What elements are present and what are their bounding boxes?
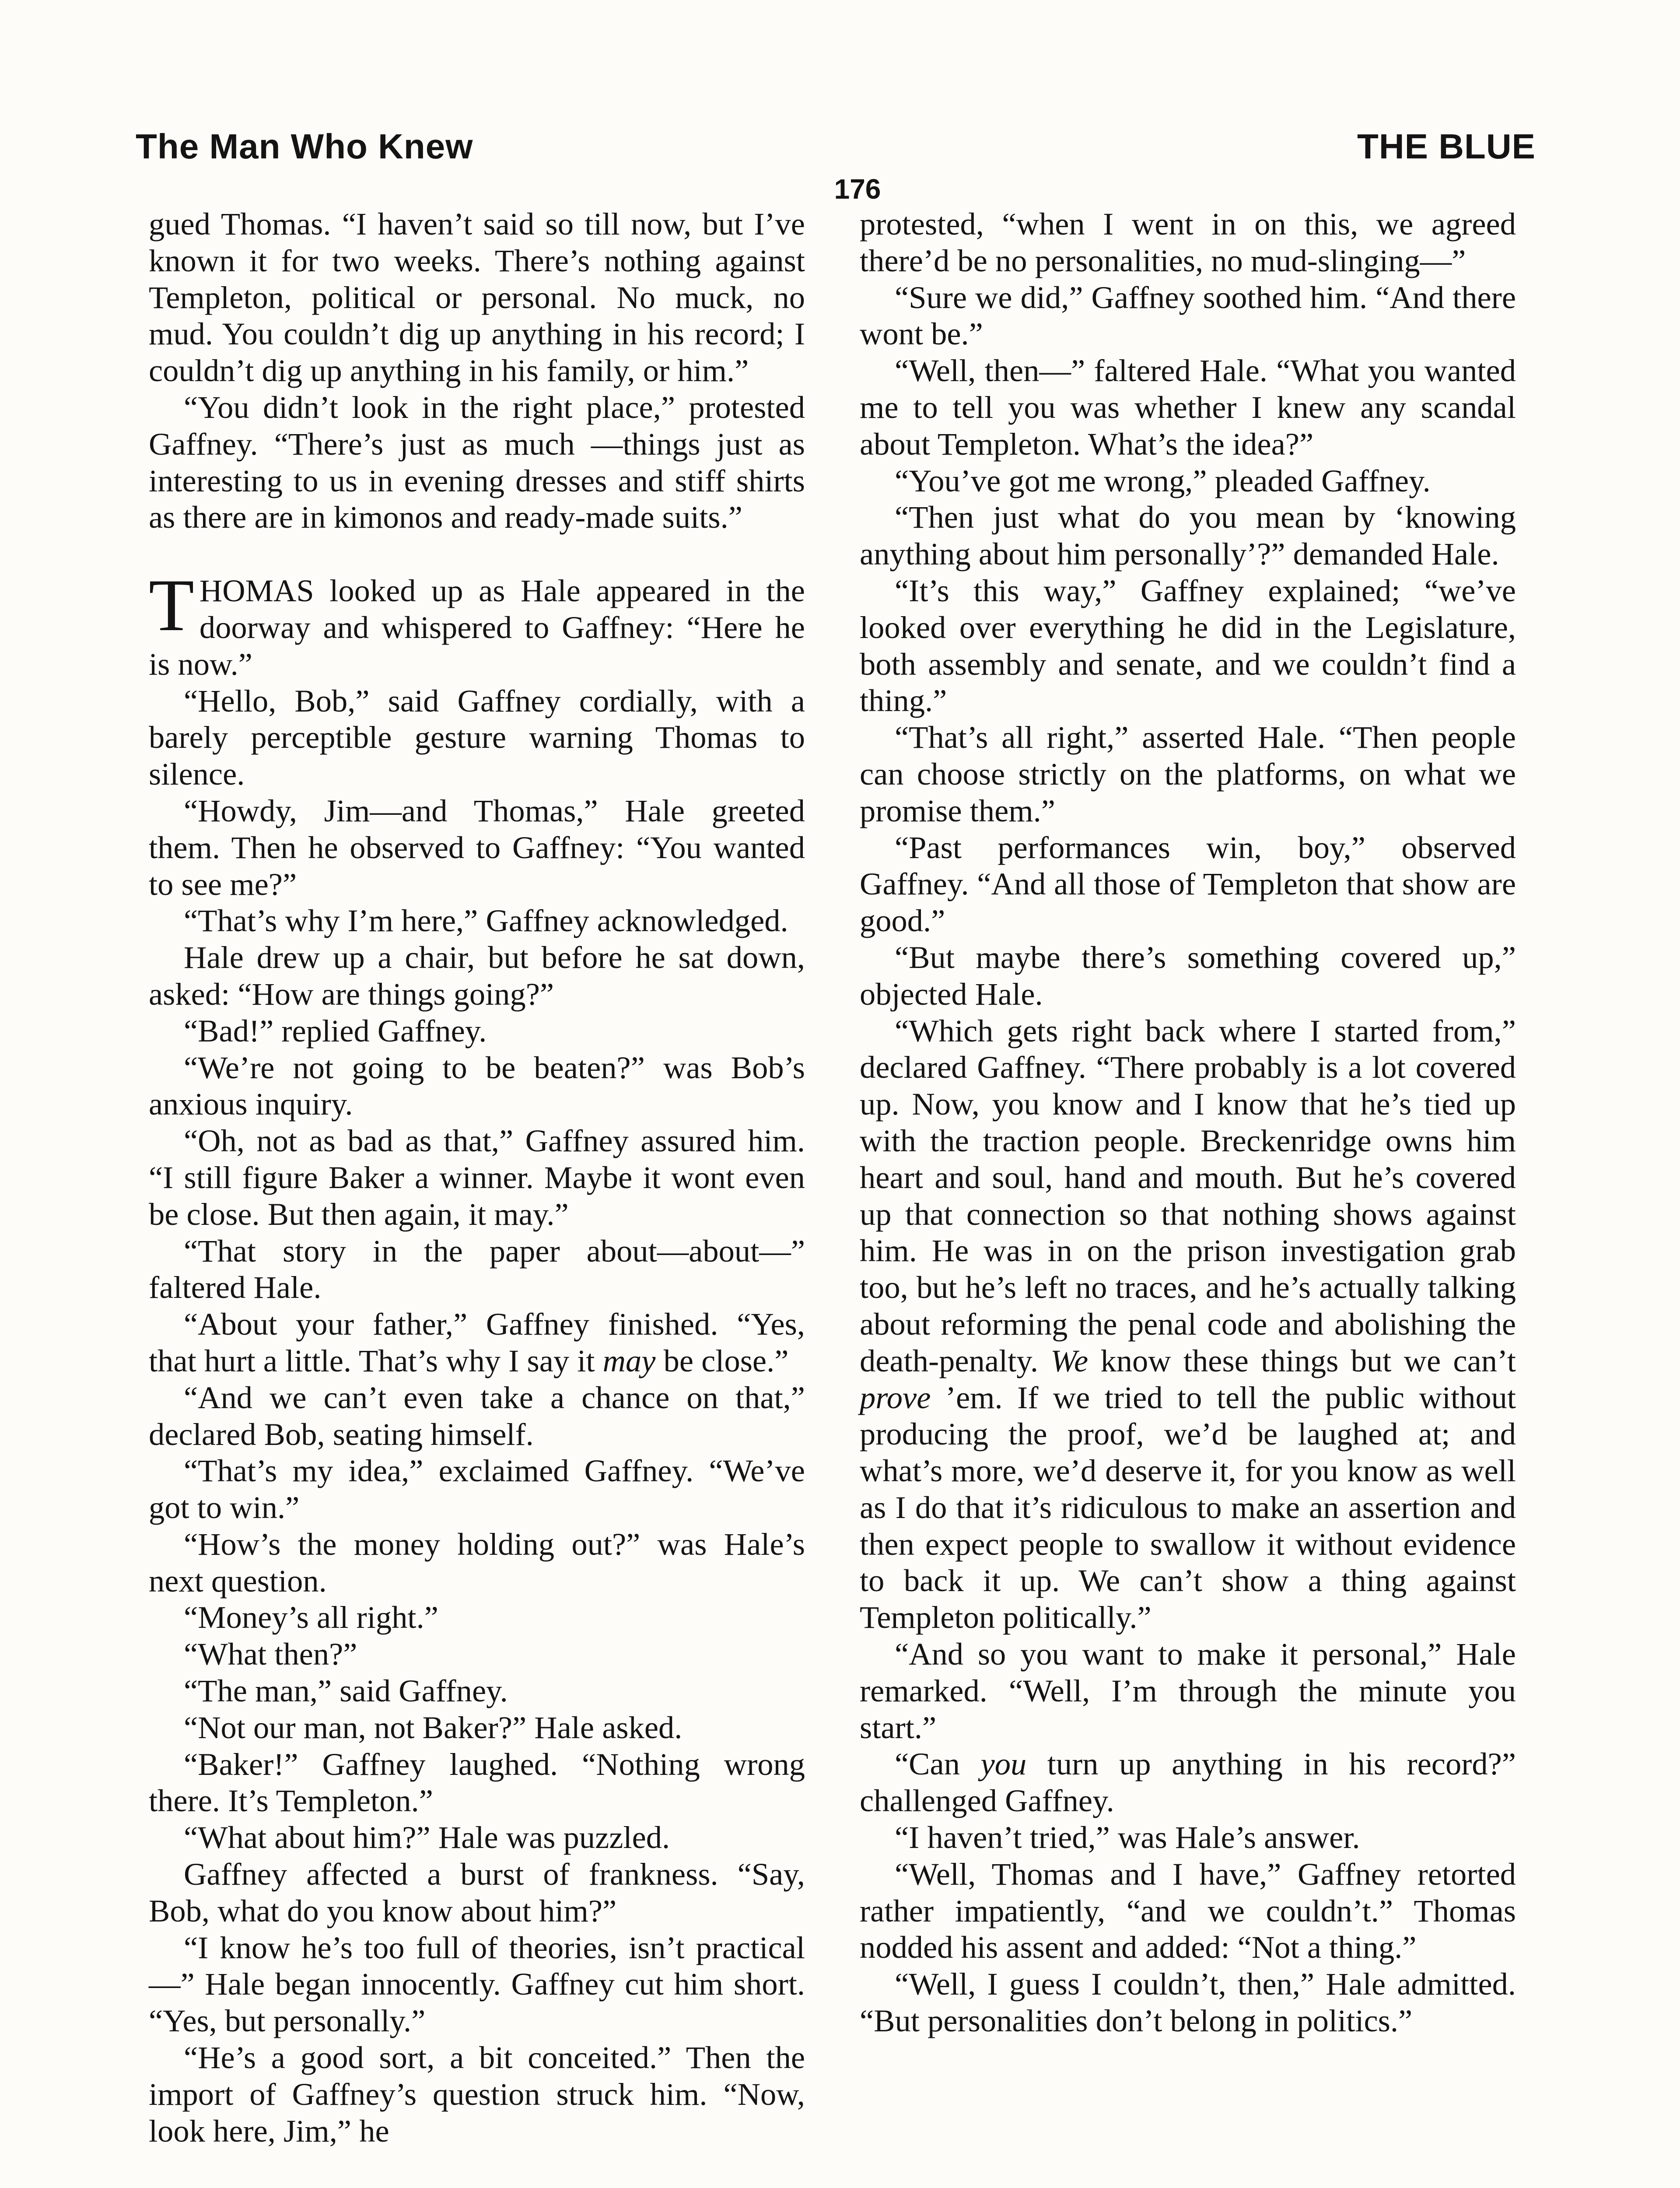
drop-cap: T [149, 564, 194, 647]
paragraph: “Not our man, not Baker?” Hale asked. [184, 1709, 682, 1745]
paragraph: “Well, I guess I couldn’t, then,” Hale admitted. “But personalities don’t belong in politics.” [860, 1966, 1516, 2039]
section-break [149, 536, 805, 572]
paragraph: “Can you turn up anything in his record?” challenged Gaffney. [860, 1746, 1516, 1819]
paragraph: “What about him?” Hale was puzzled. [184, 1820, 670, 1855]
paragraph: “What then?” [184, 1636, 357, 1672]
running-header [136, 120, 1536, 173]
paragraph: “Well, Thomas and I have,” Gaffney retorted rather impatiently, “and we couldn’t.” Thomas nodded his assent and added: “Not a thing.” [860, 1856, 1516, 1965]
paragraph: “But maybe there’s something covered up,” objected Hale. [860, 939, 1516, 1012]
paragraph: “Oh, not as bad as that,” Gaffney assured him. “I still figure Baker a winner. Maybe it wont even be close. But then again, it may.” [149, 1123, 805, 1232]
paragraph: “Hello, Bob,” said Gaffney cordially, with a barely perceptible gesture warning Thomas to silence. [149, 683, 805, 792]
paragraph: “That’s why I’m here,” Gaffney acknowledged. [184, 903, 788, 939]
paragraph: “Sure we did,” Gaffney soothed him. “And there wont be.” [860, 279, 1516, 352]
paragraph: “I haven’t tried,” was Hale’s answer. [895, 1820, 1360, 1855]
paragraph: “Well, then—” faltered Hale. “What you wanted me to tell you was whether I knew any scandal about Templeton. What’s the idea?” [860, 353, 1516, 462]
paragraph: “Past performances win, boy,” observed Gaffney. “And all those of Templeton that show are good.” [860, 829, 1516, 939]
paragraph: “Then just what do you mean by ‘knowing anything about him personally’?” demanded Hale. [860, 499, 1516, 572]
paragraph: “How’s the money holding out?” was Hale’s next question. [149, 1526, 805, 1599]
paragraph: protested, “when I went in on this, we agreed there’d be no personalities, no mud-slinging—” [860, 206, 1516, 278]
paragraph: Gaffney affected a burst of frankness. “Say, Bob, what do you know about him?” [149, 1856, 805, 1929]
paragraph: “You’ve got me wrong,” pleaded Gaffney. [895, 463, 1431, 498]
paragraph: “Money’s all right.” [184, 1599, 438, 1635]
page-number: 176 [834, 173, 881, 205]
paragraph: “Baker!” Gaffney laughed. “Nothing wrong there. It’s Templeton.” [149, 1746, 805, 1819]
left-column [149, 206, 805, 2149]
emphasis: may [602, 1343, 656, 1378]
paragraph: “And we can’t even take a chance on that,” declared Bob, seating himself. [149, 1379, 805, 1452]
paragraph: gued Thomas. “I haven’t said so till now, but I’ve known it for two weeks. There’s nothing against Templeton, political or personal. No muck, no mud. You couldn’t dig up anything in his record; I couldn’t dig up anything in his family, or him.” [149, 206, 805, 389]
emphasis: you [980, 1746, 1027, 1782]
paragraph: “Which gets right back where I started from,” declared Gaffney. “There probably is a lot covered up. Now, you know and I know that he’s tied up with the traction people. Breckenridge owns him heart and soul, hand and mouth. But he’s covered up that connection so that nothing shows against him. He was in on the prison investigation grab too, but he’s left no traces, and he’s actually talking about reforming the penal code and abolishing the death-penalty. We know these things but we can’t prove ’em. If we tried to tell the public without producing the proof, we’d be laughed at; and what’s more, we’d deserve it, for you know as well as I do that it’s ridiculous to make an assertion and then expect people to swallow it without evidence to back it up. We can’t show a thing against Templeton politically.” [860, 1013, 1516, 1635]
paragraph: Hale drew up a chair, but before he sat down, asked: “How are things going?” [149, 940, 805, 1012]
magazine-title: THE BLUE [1357, 127, 1536, 166]
paragraph: “And so you want to make it personal,” Hale remarked. “Well, I’m through the minute you start.” [860, 1636, 1516, 1745]
paragraph: “You didn’t look in the right place,” protested Gaffney. “There’s just as much —things just as interesting to us in evening dresses and stiff shirts as there are in kimonos and ready-made suits.” [149, 389, 805, 535]
paragraph: “About your father,” Gaffney finished. “Yes, that hurt a little. That’s why I say it may be close.” [149, 1306, 805, 1378]
paragraph: “That story in the paper about—about—” faltered Hale. [149, 1233, 805, 1305]
paragraph: “We’re not going to be beaten?” was Bob’s anxious inquiry. [149, 1049, 805, 1122]
paragraph: THOMAS looked up as Hale appeared in the doorway and whispered to Gaffney: “Here he is now.” [149, 564, 805, 682]
emphasis: We [1050, 1343, 1088, 1378]
paragraph: “Howdy, Jim—and Thomas,” Hale greeted them. Then he observed to Gaffney: “You wanted to see me?” [149, 792, 805, 902]
paragraph: “I know he’s too full of theories, isn’t practical—” Hale began innocently. Gaffney cut him short. “Yes, but personally.” [149, 1929, 805, 2039]
paragraph: “That’s all right,” asserted Hale. “Then people can choose strictly on the platforms, on what we promise them.” [860, 719, 1516, 828]
paragraph: “That’s my idea,” exclaimed Gaffney. “We’ve got to win.” [149, 1453, 805, 1525]
paragraph: “It’s this way,” Gaffney explained; “we’ve looked over everything he did in the Legislature, both assembly and senate, and we couldn’t find a thing.” [860, 572, 1516, 719]
paragraph: “He’s a good sort, a bit conceited.” Then the import of Gaffney’s question struck him. “Now, look here, Jim,” he [149, 2040, 805, 2149]
story-title: The Man Who Knew [136, 127, 473, 166]
emphasis: prove [860, 1379, 931, 1415]
paragraph: “The man,” said Gaffney. [184, 1673, 508, 1709]
paragraph: “Bad!” replied Gaffney. [184, 1013, 487, 1048]
right-column [860, 206, 1516, 2039]
